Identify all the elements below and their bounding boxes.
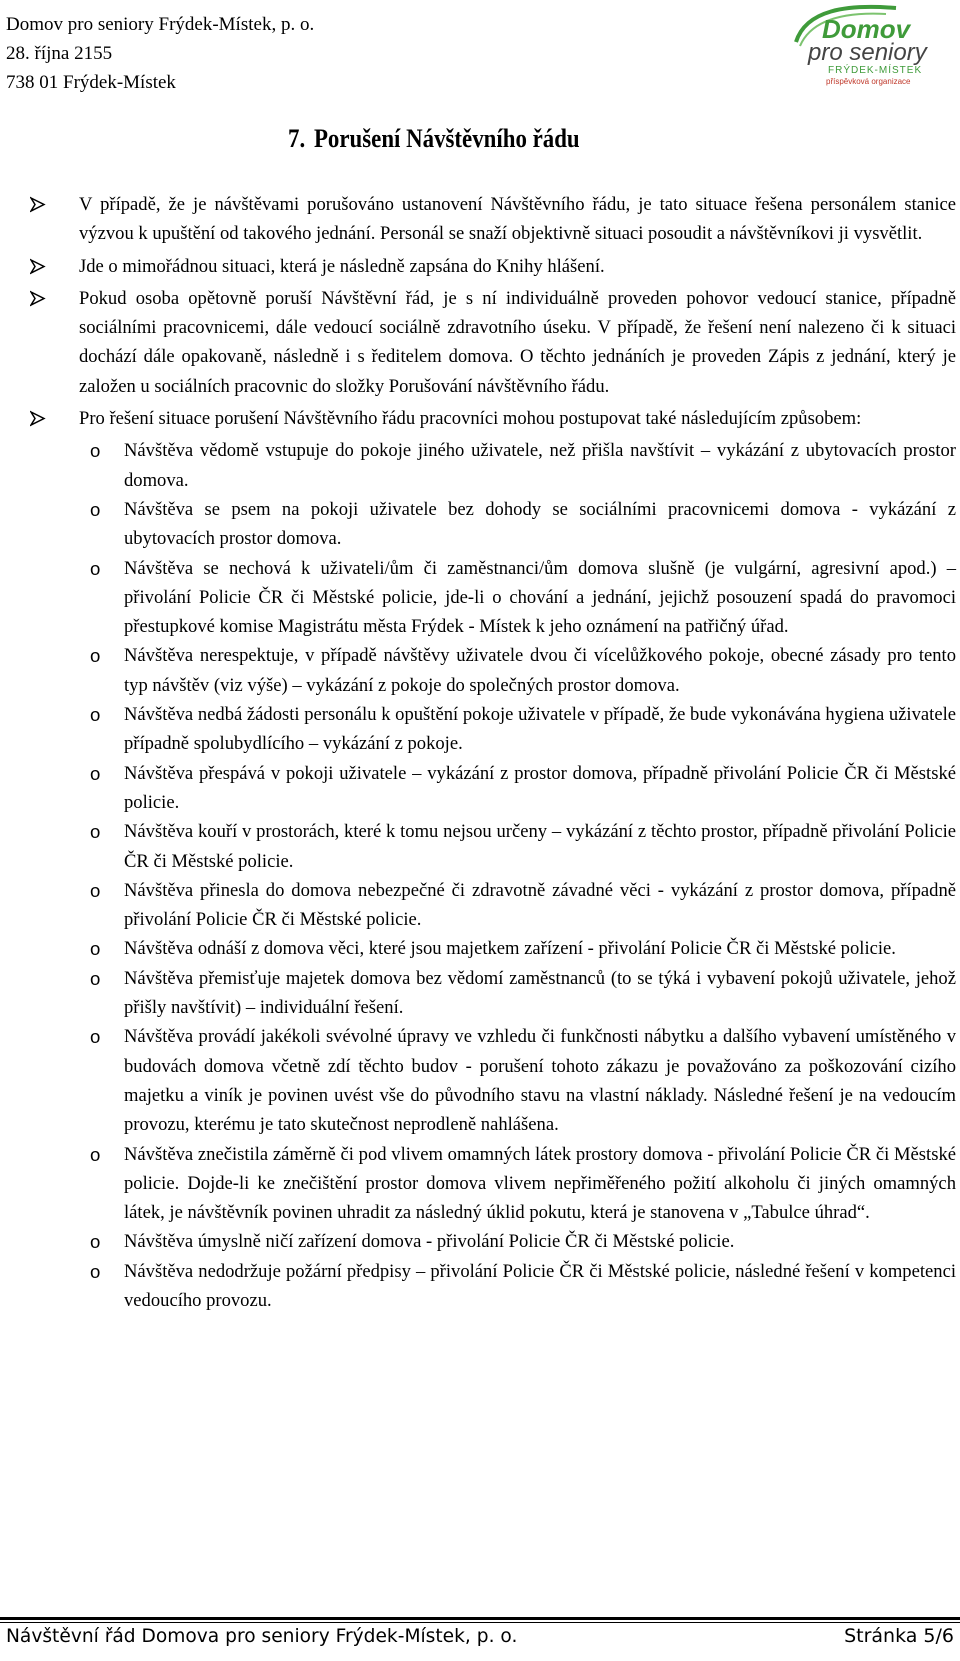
logo-line1: Domov — [822, 14, 911, 44]
sub-item-text: Návštěva úmyslně ničí zařízení domova - přivolání Policie ČR či Městské policie. — [124, 1231, 735, 1253]
circle-bullet-icon: o — [90, 645, 101, 667]
arrow-bullet-icon — [30, 252, 46, 281]
bullet-text: Pokud osoba opětovně poruší Návštěvní řád, je s ní individuálně proveden pohovor vedoucí stanice, případně sociálními pracovnicemi, dále vedoucí sociálně zdravotního úseku. V případě, že řešení není nalezeno či k situaci dochází dále opakovaně, následně i s ředitelem domova. O těchto jednáních je proveden Zápis z jednání, který je založen u sociálních pracovnic do složky Porušování návštěvního řádu. — [79, 287, 956, 397]
sub-list-item — [30, 554, 956, 642]
sub-list-item — [30, 495, 956, 554]
circle-bullet-icon: o — [90, 557, 101, 579]
bullet-item — [30, 284, 956, 401]
bullet-item — [30, 404, 956, 433]
sub-list-item — [30, 1257, 956, 1316]
circle-bullet-icon: o — [90, 440, 101, 462]
section-title-text: Porušení Návštěvního řádu — [313, 124, 580, 153]
sub-list-item — [30, 876, 956, 935]
circle-bullet-icon: o — [90, 1026, 101, 1048]
sub-list-item — [30, 759, 956, 818]
circle-bullet-icon: o — [90, 1143, 101, 1165]
logo-line3: FRÝDEK-MÍSTEK — [828, 65, 923, 76]
sub-list-item — [30, 700, 956, 759]
circle-bullet-icon: o — [90, 762, 101, 784]
circle-bullet-icon: o — [90, 704, 101, 726]
circle-bullet-icon: o — [90, 1260, 101, 1282]
sub-item-text: Návštěva vědomě vstupuje do pokoje jiného uživatele, než přišla navštívit – vykázání z ubytovacích prostor domova. — [124, 440, 956, 491]
sub-item-text: Návštěva se psem na pokoji uživatele bez dohody se sociálními pracovnicemi domova - vykázání z ubytovacích prostor domova. — [124, 498, 956, 550]
sub-item-text: Návštěva nerespektuje, v případě návštěvy uživatele dvou či vícelůžkového pokoje, obecné zásady pro tento typ návštěv (viz výše) – vykázání z pokoje do společných prostor domova. — [124, 645, 956, 696]
bullet-text: Pro řešení situace porušení Návštěvního řádu pracovníci mohou postupovat také následujícím způsobem: — [79, 408, 862, 430]
circle-bullet-icon: o — [90, 879, 101, 901]
sub-item-text: Návštěva nedbá žádosti personálu k opuštění pokoje uživatele v případě, že bude vykonávána hygiena uživatele případně spolubydlícího – vykázání z pokoje. — [124, 704, 956, 755]
organization-logo — [786, 2, 956, 90]
sub-item-text: Návštěva nedodržuje požární předpisy – přivolání Policie ČR či Městské policie, následné řešení v kompetenci vedoucího provozu. — [124, 1260, 956, 1311]
sub-item-text: Návštěva přespává v pokoji uživatele – vykázání z prostor domova, případně přivolání Policie ČR či Městské policie. — [124, 762, 956, 813]
arrow-bullet-icon — [30, 404, 46, 433]
circle-bullet-icon: o — [90, 498, 101, 520]
bullet-text: V případě, že je návštěvami porušováno ustanovení Návštěvního řádu, je tato situace řešena personálem stanice výzvou k upuštění od takového jednání. Personál se snaží objektivně situaci posoudit a návštěvníkovi ji vysvětlit. — [79, 194, 956, 245]
circle-bullet-icon: o — [90, 1231, 101, 1253]
sub-item-text: Návštěva se nechová k uživateli/ům či zaměstnanci/ům domova slušně (je vulgární, agresivní apod.) – přivolání Policie ČR či Městské policie, jde-li o chování a jednání, jejichž posouzení spadá do pravomoci přestupkové komise Magistrátu města Frýdek - Místek k jeho oznámení na patřičný úřad. — [124, 557, 956, 638]
header-org-name: Domov pro seniory Frýdek-Místek, p. o. — [6, 14, 315, 35]
sub-item-text: Návštěva přinesla do domova nebezpečné či zdravotně závadné věci - vykázání z prostor domova, případně přivolání Policie ČR či Městské policie. — [124, 879, 956, 931]
section-number: 7. — [288, 124, 306, 153]
logo-line2: pro seniory — [808, 39, 927, 66]
circle-bullet-icon: o — [90, 821, 101, 843]
sub-list-item — [30, 1022, 956, 1139]
footer-divider — [0, 1617, 960, 1620]
sub-list-item — [30, 1140, 956, 1228]
document-body — [30, 190, 956, 1315]
footer-document-name: Návštěvní řád Domova pro seniory Frýdek-Místek, p. o. — [6, 1625, 518, 1647]
sub-item-text: Návštěva přemisťuje majetek domova bez vědomí zaměstnanců (to se týká i vybavení pokojů uživatele, jehož přišly navštívit) – individuální řešení. — [124, 967, 956, 1019]
sub-list — [30, 436, 956, 1315]
footer-divider-thin — [0, 1622, 960, 1623]
document-header — [6, 10, 314, 97]
section-title — [288, 124, 580, 154]
bullet-item — [30, 190, 956, 249]
footer-page-number: Stránka 5/6 — [844, 1625, 954, 1647]
circle-bullet-icon: o — [90, 938, 101, 960]
logo-line4: příspěvková organizace — [826, 77, 911, 86]
sub-list-item — [30, 641, 956, 700]
sub-item-text: Návštěva znečistila záměrně či pod vlivem omamných látek prostory domova - přivolání Policie ČR či Městské policie. Dojde-li ke znečištění prostor domova vlivem nepřiměřeného požití alkoholu či jiných omamných látek, je návštěvník povinen uhradit za následný úklid pokutu, která je stanovena v „Tabulce úhrad“. — [124, 1143, 956, 1224]
header-city: 738 01 Frýdek-Místek — [6, 72, 176, 93]
sub-list-item — [30, 964, 956, 1023]
sub-list-item — [30, 817, 956, 876]
bullet-text: Jde o mimořádnou situaci, která je následně zapsána do Knihy hlášení. — [79, 255, 605, 277]
sub-list-item — [30, 1227, 956, 1256]
arrow-bullet-icon — [30, 284, 46, 313]
bullet-item — [30, 252, 956, 281]
sub-item-text: Návštěva provádí jakékoli svévolné úpravy ve vzhledu či funkčnosti nábytku a dalšího vybavení umístěného v budovách domova včetně zdí těchto budov - porušení tohoto zákazu je považováno za poškozování cizího majetku a viník je povinen uvést vše do původního stavu na vlastní náklady. Následné řešení je na vedoucím provozu, kterému je tato skutečnost neprodleně nahlášena. — [124, 1026, 956, 1136]
sub-item-text: Návštěva kouří v prostorách, které k tomu nejsou určeny – vykázání z těchto prostor, případně přivolání Policie ČR či Městské policie. — [124, 821, 956, 872]
circle-bullet-icon: o — [90, 967, 101, 989]
header-street: 28. října 2155 — [6, 43, 113, 64]
sub-list-item — [30, 934, 956, 963]
sub-list-item — [30, 436, 956, 495]
arrow-bullet-icon — [30, 190, 46, 219]
sub-item-text: Návštěva odnáší z domova věci, které jsou majetkem zařízení - přivolání Policie ČR či Městské policie. — [124, 938, 896, 960]
